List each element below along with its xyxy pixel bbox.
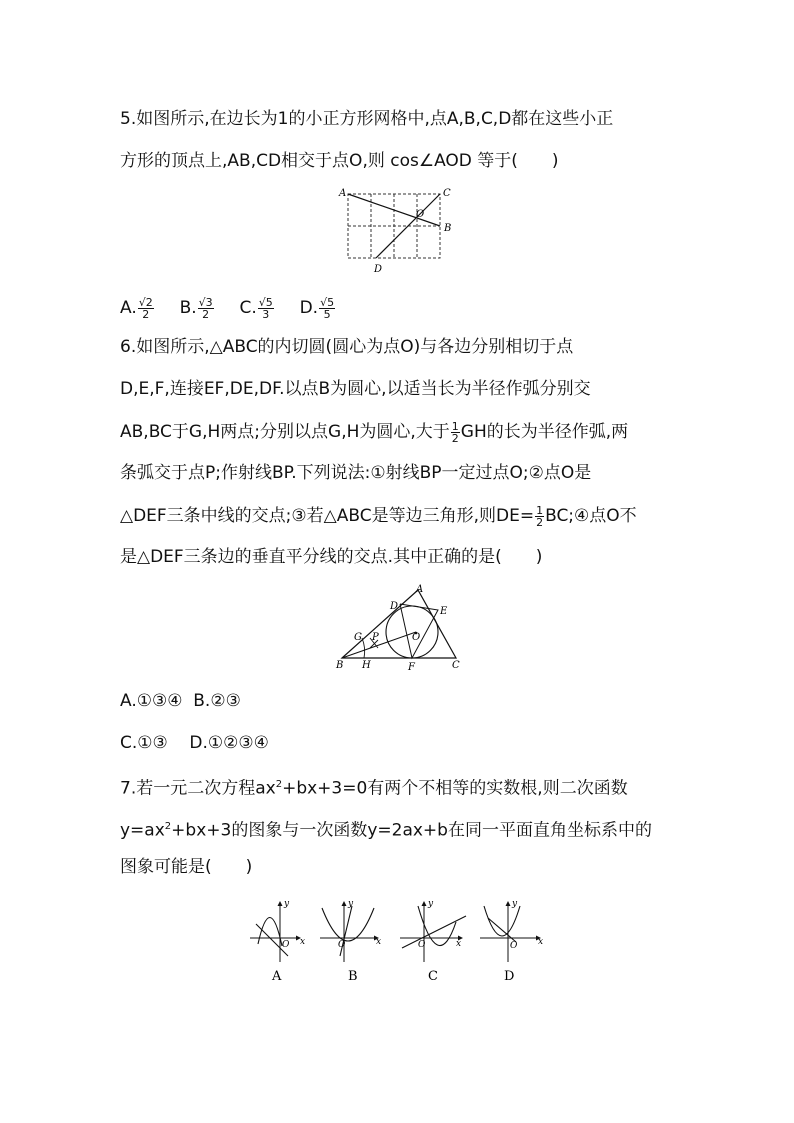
q6-line5-text: BC;④点O不 xyxy=(545,506,637,526)
q6-line5 xyxy=(120,502,637,530)
q6-options-line1: A.①③④ B.②③ xyxy=(120,691,241,711)
option-letter: D. xyxy=(299,298,319,318)
q7-line1 xyxy=(120,774,628,800)
fraction-numerator: √5 xyxy=(258,295,273,309)
q5-option-d xyxy=(299,295,337,321)
q5-label-a: A xyxy=(339,188,347,199)
origin-label: O xyxy=(338,940,346,950)
origin-label: O xyxy=(510,941,518,951)
q5-line2: 方形的顶点上,AB,CD相交于点O,则 cos∠AOD 等于( ) xyxy=(120,151,559,171)
q5-option-c xyxy=(239,295,280,321)
exponent: 2 xyxy=(164,821,172,832)
option-fraction xyxy=(138,297,154,320)
q5-label-c: C xyxy=(443,188,451,199)
q6-label-c: C xyxy=(452,660,460,671)
q7-line2-text: +bx+3的图象与一次函数y=2ax+b在同一平面直角坐标系中的 xyxy=(171,820,652,841)
q5-label-b: B xyxy=(444,223,452,234)
axis-y-label: y xyxy=(284,899,290,909)
q6-line5-text: △DEF三条中线的交点;③若△ABC是等边三角形,则DE= xyxy=(120,506,535,526)
q6-triangle-figure xyxy=(332,582,468,674)
fraction-denominator: 2 xyxy=(536,515,544,529)
fraction-denominator: 2 xyxy=(451,431,459,445)
axis-x-label: x xyxy=(538,937,544,947)
q7-line2 xyxy=(120,816,652,842)
graph-a-label: A xyxy=(272,969,282,984)
graph-b-label: B xyxy=(348,969,358,984)
fraction-numerator: 1 xyxy=(536,503,544,517)
option-fraction xyxy=(258,297,274,320)
q6-line4: 条弧交于点P;作射线BP.下列说法:①射线BP一定过点O;②点O是 xyxy=(120,463,592,483)
fraction-numerator: 1 xyxy=(451,419,459,433)
q6-line3-text: AB,BC于G,H两点;分别以点G,H为圆心,大于 xyxy=(120,422,450,442)
option-fraction xyxy=(319,297,335,320)
q5-option-b xyxy=(179,295,221,321)
graph-c-label: C xyxy=(428,969,438,984)
fraction-denominator: 2 xyxy=(142,307,150,321)
q7-line1-text: 7.若一元二次方程ax xyxy=(120,778,276,799)
option-letter: C. xyxy=(239,298,257,318)
fraction-denominator: 5 xyxy=(323,307,331,321)
q7-line2-text: y=ax xyxy=(120,820,165,841)
axis-x-label: x xyxy=(456,939,462,949)
q6-line3-text: GH的长为半径作弧,两 xyxy=(460,422,629,442)
graph-a xyxy=(250,899,305,984)
q5-label-d: D xyxy=(374,264,383,275)
fraction-denominator: 3 xyxy=(262,307,270,321)
axis-y-label: y xyxy=(428,899,434,909)
q6-label-p: P xyxy=(372,632,379,643)
q6-label-a: A xyxy=(416,584,424,595)
q6-label-d: D xyxy=(390,601,399,612)
q6-line2: D,E,F,连接EF,DE,DF.以点B为圆心,以适当长为半径作弧分别交 xyxy=(120,379,591,399)
q6-label-b: B xyxy=(336,660,344,671)
exponent: 2 xyxy=(275,779,283,790)
fraction-numerator: √3 xyxy=(198,295,213,309)
half-fraction xyxy=(535,505,544,528)
q5-grid-figure xyxy=(336,184,460,276)
option-fraction xyxy=(198,297,214,320)
option-letter: A. xyxy=(120,298,137,318)
q6-label-g: G xyxy=(354,632,362,643)
axis-y-label: y xyxy=(512,899,518,909)
q6-line1: 6.如图所示,△ABC的内切圆(圆心为点O)与各边分别相切于点 xyxy=(120,337,574,357)
q6-label-f: F xyxy=(408,662,415,673)
origin-label: O xyxy=(282,940,290,950)
q6-line3 xyxy=(120,418,628,446)
half-fraction xyxy=(451,421,460,444)
q7-line1-text: +bx+3=0有两个不相等的实数根,则二次函数 xyxy=(282,778,628,799)
q5-option-a xyxy=(120,295,160,321)
q6-label-o: O xyxy=(412,632,421,643)
axis-x-label: x xyxy=(376,937,382,947)
q6-options-line2: C.①③ D.①②③④ xyxy=(120,733,269,753)
fraction-denominator: 2 xyxy=(202,307,210,321)
q7-line3: 图象可能是( ) xyxy=(120,857,253,877)
axis-x-label: x xyxy=(300,937,306,947)
q7-graphs-figure xyxy=(244,896,554,988)
graph-d xyxy=(480,899,543,984)
graph-b xyxy=(320,899,381,984)
q6-line6: 是△DEF三条边的垂直平分线的交点.其中正确的是( ) xyxy=(120,547,543,567)
option-letter: B. xyxy=(179,298,197,318)
q5-label-o: O xyxy=(416,209,425,220)
fraction-numerator: √5 xyxy=(320,295,335,309)
origin-label: O xyxy=(418,940,426,950)
fraction-numerator: √2 xyxy=(138,295,153,309)
q6-label-h: H xyxy=(362,660,371,671)
q5-options xyxy=(120,294,336,322)
graph-c xyxy=(400,899,466,984)
q6-label-e: E xyxy=(440,606,448,617)
graph-d-label: D xyxy=(504,969,515,984)
axis-y-label: y xyxy=(348,899,354,909)
q5-line1: 5.如图所示,在边长为1的小正方形网格中,点A,B,C,D都在这些小正 xyxy=(120,109,614,129)
